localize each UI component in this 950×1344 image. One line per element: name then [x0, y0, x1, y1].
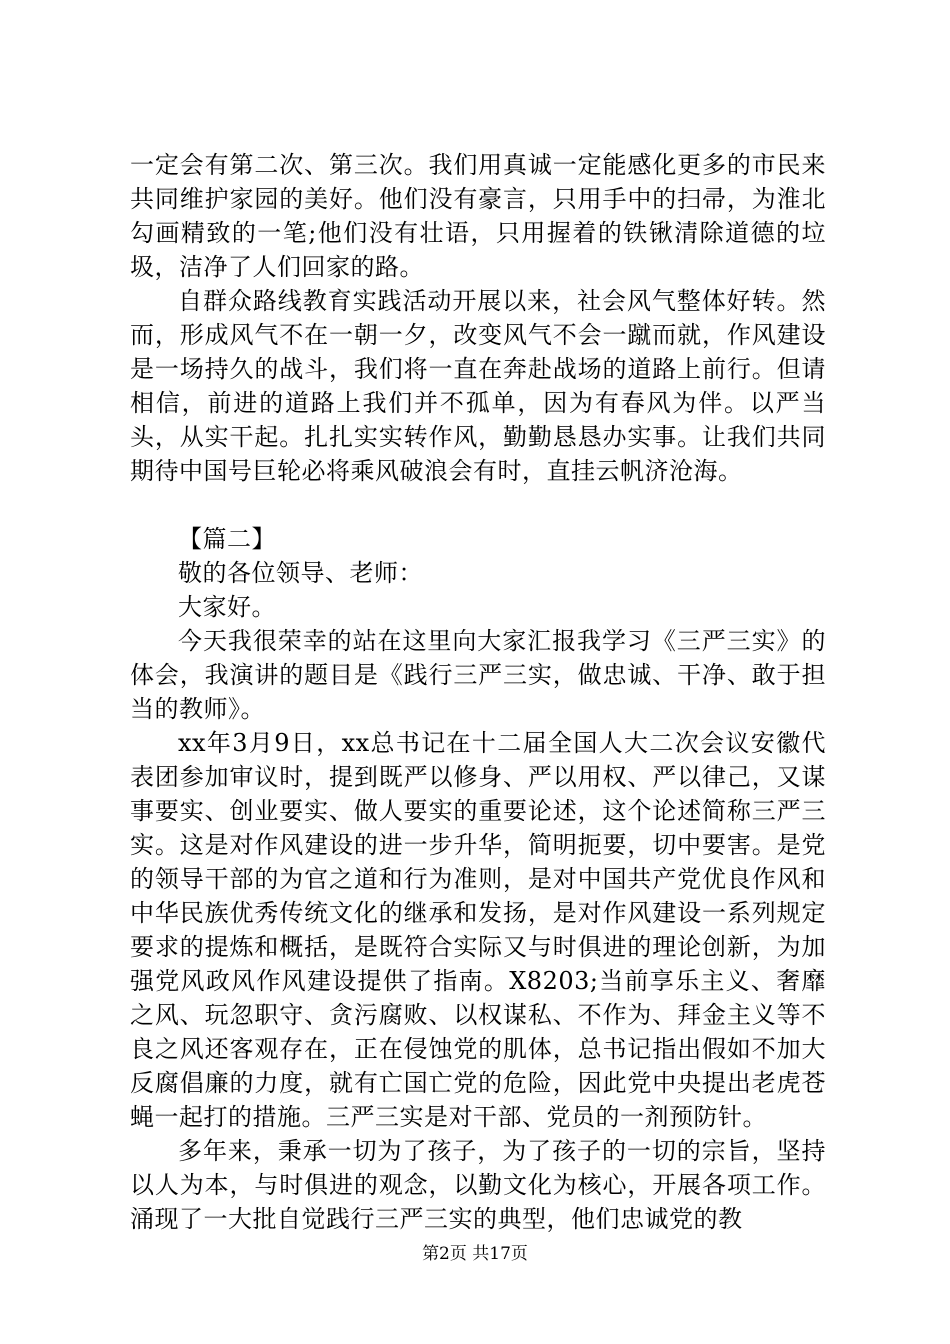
section-gap	[130, 488, 826, 522]
page-footer: 第2页 共17页	[422, 1244, 528, 1264]
paragraph-three-stricts: xx年3月9日，xx总书记在十二届全国人大二次会议安徽代表团参加审议时，提到既严以修身、严以用权、严以律己，又谋事要实、创业要实、做人要实的重要论述，这个论述简称三严三实。这是对作风建设的进一步升华，简明扼要，切中要害。是党的领导干部的为官之道和行为准则，是对中国共产党优良作风和中华民族优秀传统文化的继承和发扬，是对作风建设一系列规定要求的提炼和概括，是既符合实际又与时俱进的理论创新，为加强党风政风作风建设提供了指南。X8203;当前享乐主义、奢靡之风、玩忽职守、贪污腐败、以权谋私、不作为、拜金主义等不良之风还客观存在，正在侵蚀党的肌体，总书记指出假如不加大反腐倡廉的力度，就有亡国亡党的危险，因此党中央提出老虎苍蝇一起打的措施。三严三实是对干部、党员的一剂预防针。	[130, 729, 826, 1131]
greeting: 大家好。	[178, 593, 276, 621]
paragraph-years: 多年来，秉承一切为了孩子，为了孩子的一切的宗旨，坚持以人为本，与时俱进的观念，以勤文化为核心，开展各项工作。涌现了一大批自觉践行三严三实的典型，他们忠诚党的教	[130, 1137, 826, 1233]
paragraph-intro: 今天我很荣幸的站在这里向大家汇报我学习《三严三实》的体会，我演讲的题目是《践行三严三实，做忠诚、干净、敢于担当的教师》。	[130, 627, 826, 723]
paragraph-continuation: 一定会有第二次、第三次。我们用真诚一定能感化更多的市民来共同维护家园的美好。他们没有豪言，只用手中的扫帚，为淮北勾画精致的一笔;他们没有壮语，只用握着的铁锹清除道德的垃圾，洁净了人们回家的路。	[130, 151, 826, 281]
salutation: 敬的各位领导、老师：	[178, 559, 423, 587]
paragraph-mass-line: 自群众路线教育实践活动开展以来，社会风气整体好转。然而，形成风气不在一朝一夕，改变风气不会一蹴而就，作风建设是一场持久的战斗，我们将一直在奔赴战场的道路上前行。但请相信，前进的道路上我们并不孤单，因为有春风为伴。以严当头，从实干起。扎扎实实转作风，勤勤恳恳办实事。让我们共同期待中国号巨轮必将乘风破浪会有时，直挂云帆济沧海。	[130, 287, 826, 485]
section-heading: 【篇二】	[178, 525, 276, 553]
document-body	[130, 148, 826, 1236]
